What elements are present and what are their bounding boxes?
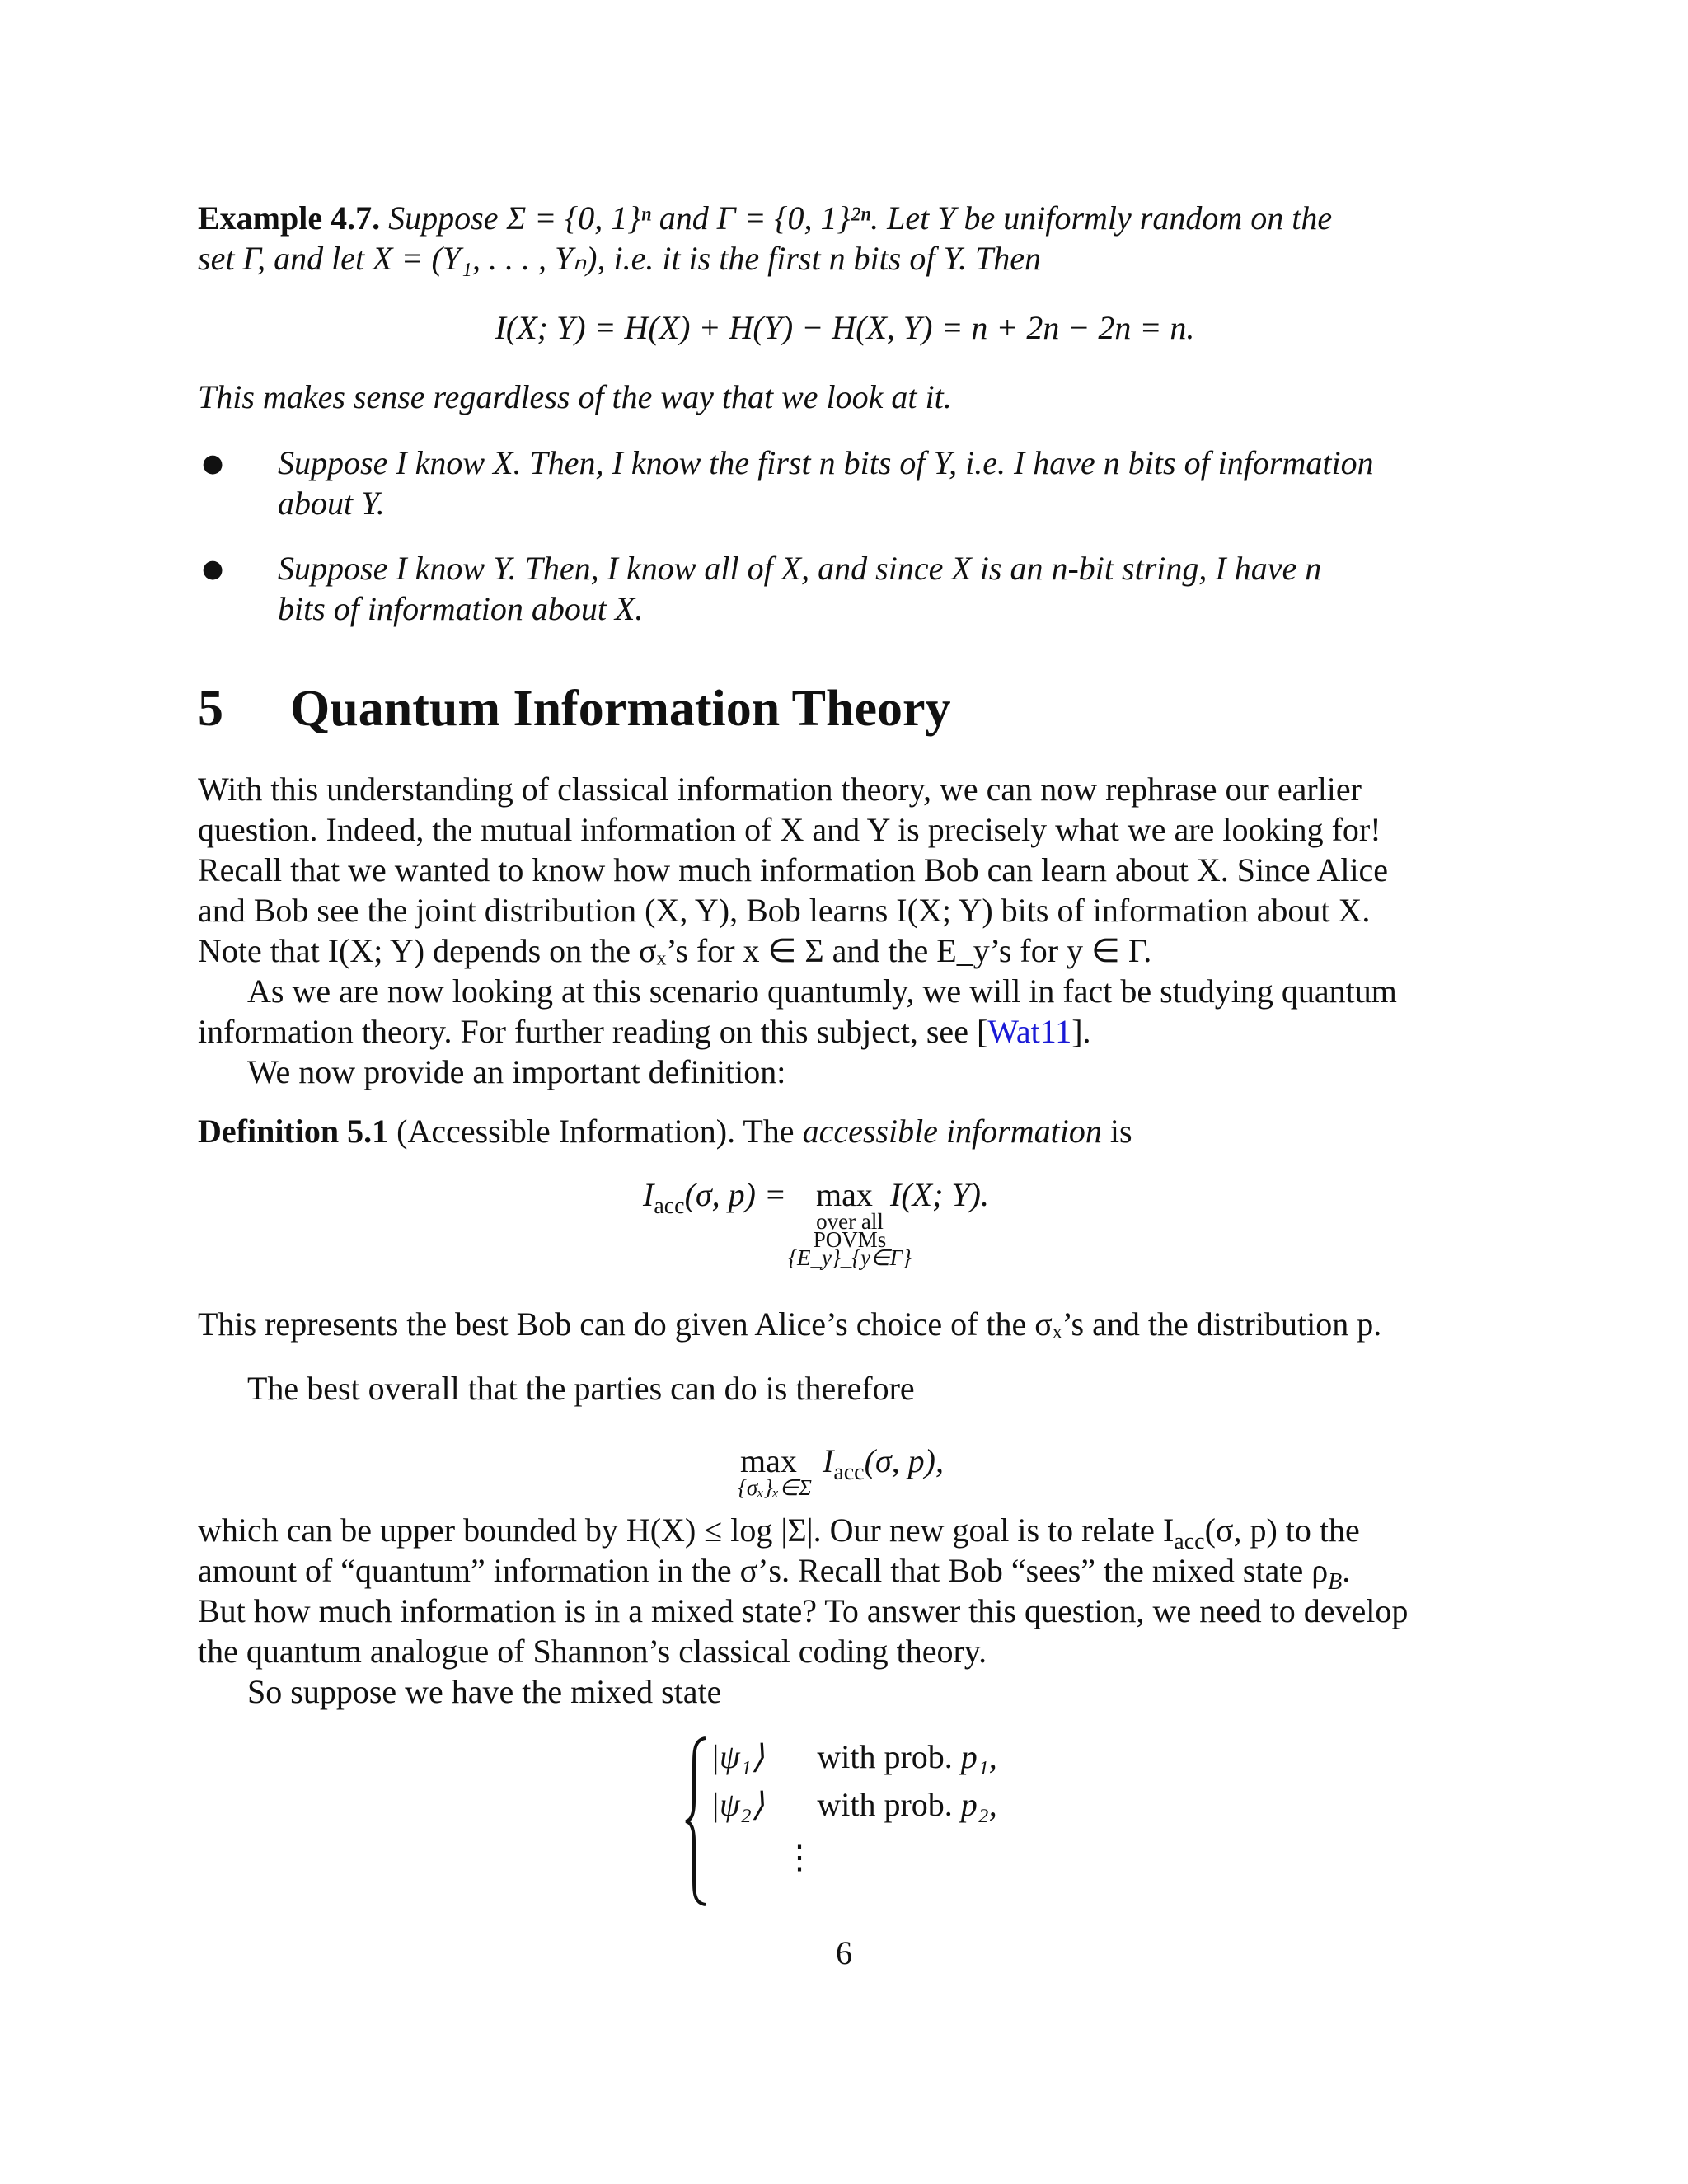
- example-label: Example 4.7.: [198, 199, 381, 237]
- bullet-dot-icon: ●: [202, 449, 224, 478]
- page-number: 6: [836, 1934, 852, 1971]
- case-row-1: |ψ₁⟩ with prob. p₁,: [710, 1738, 997, 1775]
- case-row-2: |ψ₂⟩ with prob. p₂,: [710, 1786, 997, 1823]
- para7-line: So suppose we have the mixed state: [247, 1673, 722, 1710]
- bullet-1-line-1: Suppose I know X. Then, I know the first n bits of Y, i.e. I have n bits of information: [278, 444, 1374, 481]
- para3-line: We now provide an important definition:: [247, 1053, 786, 1090]
- para1-line-3: Recall that we wanted to know how much information Bob can learn about X. Since Alice: [198, 851, 1389, 888]
- bullet-dot-icon: ●: [202, 555, 224, 583]
- para2-line-1: As we are now looking at this scenario quantumly, we will in fact be studying quantum: [247, 972, 1397, 1010]
- paragraph-5: The best overall that the parties can do is therefore: [247, 1370, 915, 1407]
- paragraph-1: [198, 769, 1492, 971]
- bullet-2-line-2: bits of information about X.: [278, 590, 644, 627]
- bullet-item-1: [202, 443, 1492, 525]
- max-accessible-equation: max {σₓ}ₓ∈Σ $I_{acc}(\sigma$, p),: [738, 1442, 944, 1500]
- example-line-2: set Γ, and let X = (Y₁, . . . , Yₙ), i.e. it is the first n bits of Y. Then: [198, 240, 1042, 277]
- citation-link[interactable]: Wat11: [987, 1013, 1072, 1050]
- example-line-1: [198, 198, 1492, 238]
- paragraph-2: [198, 971, 1492, 1092]
- para1-line-1: With this understanding of classical information theory, we can now rephrase our earlier: [198, 771, 1362, 808]
- para1-line-4: and Bob see the joint distribution (X, Y), Bob learns I(X; Y) bits of information about X.: [198, 892, 1371, 929]
- definition-term: accessible information: [802, 1113, 1102, 1150]
- example-text-1: Suppose Σ = {0, 1}ⁿ and Γ = {0, 1}²ⁿ. Let Y be uniformly random on the: [388, 199, 1333, 237]
- paragraph-4: This represents the best Bob can do given Alice’s choice of the σₓ’s and the distribution p.: [198, 1305, 1382, 1343]
- definition-name: (Accessible Information).: [396, 1113, 736, 1150]
- example-equation: I(X; Y) = H(X) + H(Y) − H(X, Y) = n + 2n − 2n = n.: [495, 309, 1195, 346]
- para1-line-2: question. Indeed, the mutual information of X and Y is precisely what we are looking for!: [198, 811, 1381, 848]
- bullet-item-2: [202, 548, 1492, 630]
- definition-label: Definition 5.1: [198, 1113, 389, 1150]
- definition-equation: $I_{acc}(\sigma$, p) = max I(X; Y). over all POVMs {E_y}_{y∈Γ}: [643, 1176, 989, 1270]
- left-brace-icon: [684, 1735, 709, 1908]
- bullet-2-line-1: Suppose I know Y. Then, I know all of X, and since X is an n-bit string, I have n: [278, 550, 1322, 587]
- para6-line-4: the quantum analogue of Shannon’s classical coding theory.: [198, 1633, 987, 1670]
- section-heading: [198, 680, 1492, 738]
- para6-line-1: which can be upper bounded by H(X) ≤ log |Σ|. Our new goal is to relate $I_{acc}(\sigma$, p) to the: [198, 1511, 1360, 1554]
- case-dots: ⋮: [783, 1839, 816, 1876]
- para1-line-5: Note that I(X; Y) depends on the σₓ’s for x ∈ Σ and the E_y’s for y ∈ Γ.: [198, 932, 1152, 969]
- paragraph-6: [198, 1510, 1492, 1712]
- definition-line: Definition 5.1 (Accessible Information). The accessible information is: [198, 1113, 1132, 1150]
- mixed-state-cases: [684, 1735, 1096, 1916]
- bullet-1-line-2: about Y.: [278, 485, 385, 522]
- para6-line-3: But how much information is in a mixed state? To answer this question, we need to develop: [198, 1592, 1409, 1629]
- section-title: Quantum Information Theory: [290, 681, 951, 737]
- example-after-text: This makes sense regardless of the way that we look at it.: [198, 378, 952, 415]
- para6-line-2: amount of “quantum” information in the σ’s. Recall that Bob “sees” the mixed state $\rho_B$.: [198, 1552, 1351, 1595]
- section-number: 5: [198, 681, 223, 737]
- para2-line-2: information theory. For further reading on this subject, see [Wat11].: [198, 1013, 1091, 1050]
